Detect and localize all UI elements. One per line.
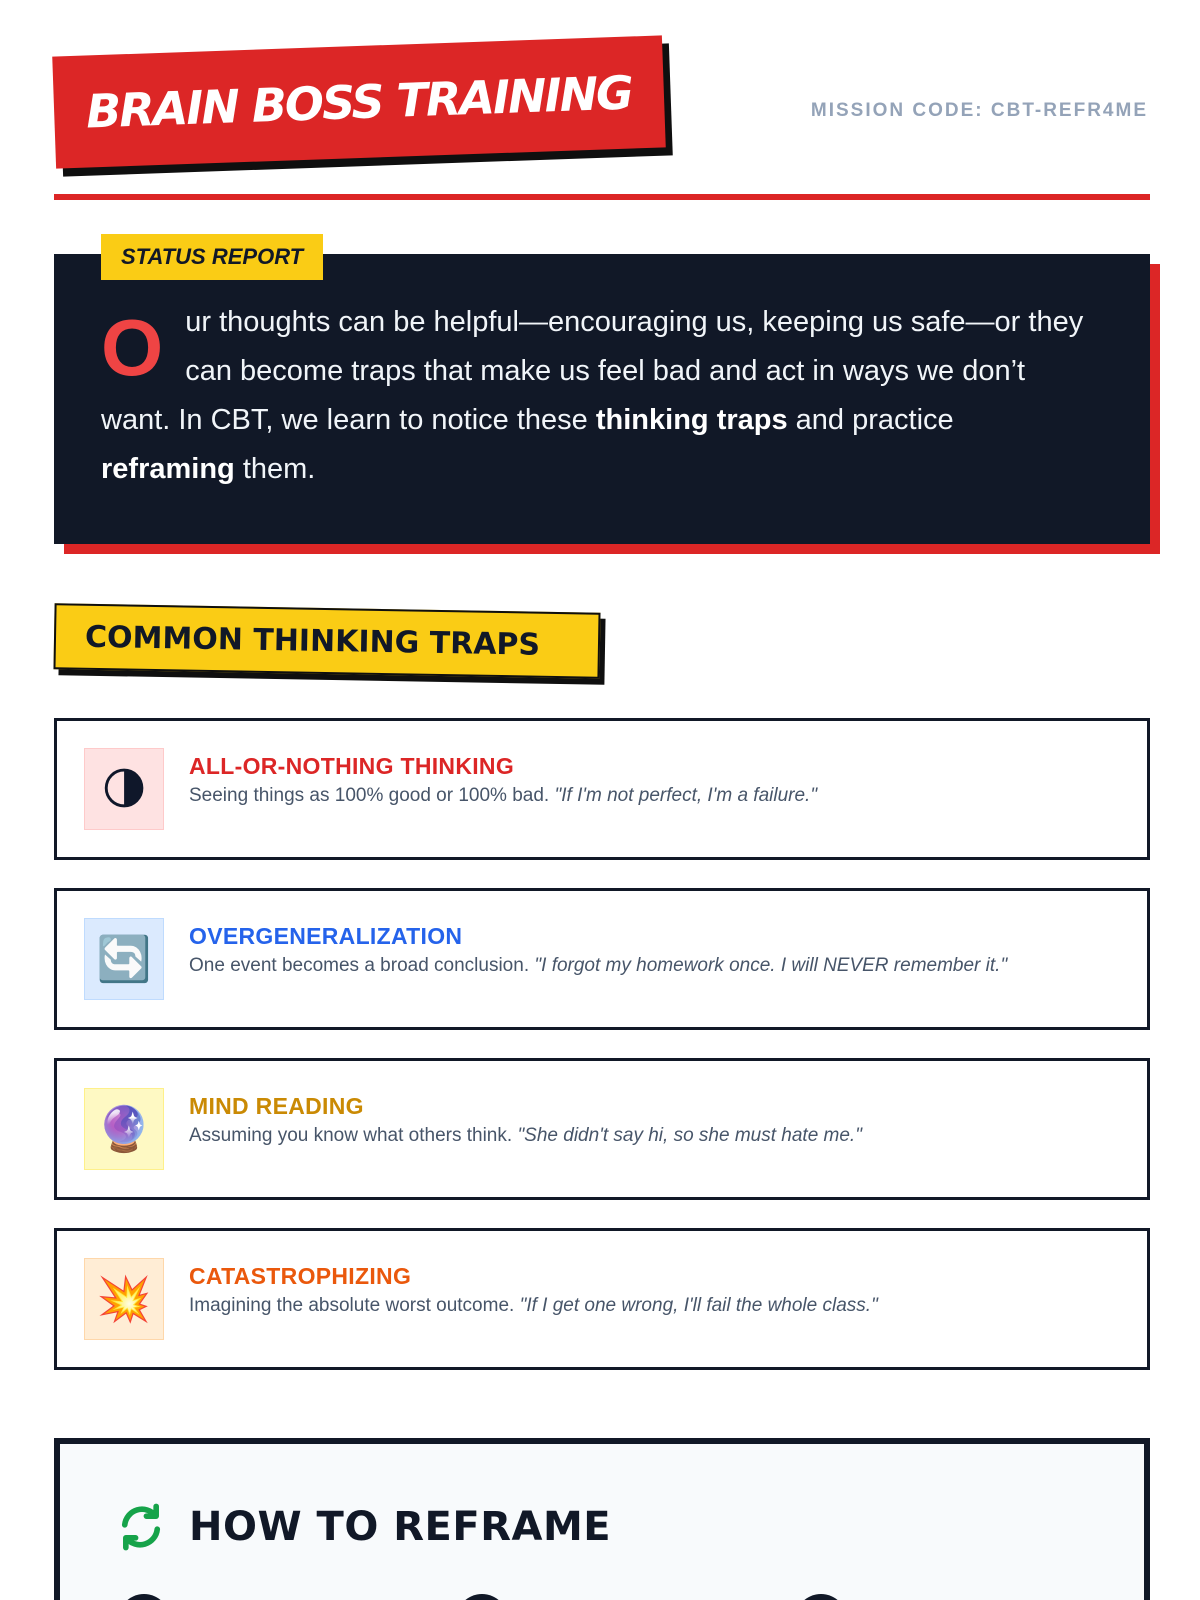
repeat-arrows-icon: 🔄 — [84, 918, 164, 1000]
status-report-tag: STATUS REPORT — [101, 234, 323, 280]
status-report-box — [54, 254, 1150, 544]
trap-example: "If I get one wrong, I'll fail the whole class." — [519, 1295, 878, 1316]
crystal-ball-icon: 🔮 — [84, 1088, 164, 1170]
trap-description — [189, 955, 1007, 977]
collision-icon: 💥 — [84, 1258, 164, 1340]
trap-description — [189, 1125, 862, 1147]
traps-heading-box — [53, 603, 600, 679]
step-number-badge — [456, 1594, 508, 1600]
reframe-title: HOW TO REFRAME — [189, 1504, 612, 1550]
status-text-start: ur thoughts can be helpful—encouraging us, keeping us safe—or they can become traps that make us feel bad and act in ways we don’t want. In CBT, we learn to notice these — [101, 306, 1084, 436]
trap-card — [54, 1228, 1150, 1370]
trap-definition: One event becomes a broad conclusion. — [189, 955, 535, 976]
mission-code: MISSION CODE: CBT-REFR4ME — [810, 100, 1148, 121]
half-moon-icon: 🌗 — [84, 748, 164, 830]
trap-description — [189, 1295, 878, 1317]
traps-heading-text: COMMON THINKING TRAPS — [84, 619, 541, 663]
status-report-text — [101, 298, 1086, 494]
step-number-badge — [795, 1594, 847, 1600]
trap-card — [54, 718, 1150, 860]
trap-example: "She didn't say hi, so she must hate me." — [517, 1125, 862, 1146]
status-bold-reframing: reframing — [101, 453, 235, 485]
refresh-icon — [115, 1501, 167, 1553]
step-number-badge — [118, 1594, 170, 1600]
page-title: BRAIN BOSS TRAINING — [85, 65, 633, 139]
reframe-panel — [54, 1438, 1150, 1600]
trap-card — [54, 888, 1150, 1030]
status-bold-thinking-traps: thinking traps — [595, 404, 788, 436]
title-banner-box — [52, 35, 666, 168]
trap-list — [54, 718, 1150, 1398]
trap-example: "I forgot my homework once. I will NEVER remember it." — [534, 955, 1008, 976]
trap-definition: Seeing things as 100% good or 100% bad. — [189, 785, 555, 806]
trap-description — [189, 785, 817, 807]
trap-title: MIND READING — [189, 1093, 364, 1119]
status-text-mid: and practice — [787, 404, 954, 436]
drop-cap: O — [101, 303, 164, 392]
trap-title: ALL-OR-NOTHING THINKING — [189, 753, 515, 779]
trap-title: CATASTROPHIZING — [189, 1263, 412, 1289]
status-text-end: them. — [234, 453, 316, 485]
header-divider — [54, 194, 1150, 200]
title-banner — [54, 46, 678, 176]
traps-heading — [54, 608, 610, 688]
status-report — [54, 234, 1160, 554]
trap-definition: Assuming you know what others think. — [189, 1125, 518, 1146]
trap-card — [54, 1058, 1150, 1200]
trap-title: OVERGENERALIZATION — [189, 923, 463, 949]
trap-definition: Imagining the absolute worst outcome. — [189, 1295, 520, 1316]
trap-example: "If I'm not perfect, I'm a failure." — [554, 785, 818, 806]
